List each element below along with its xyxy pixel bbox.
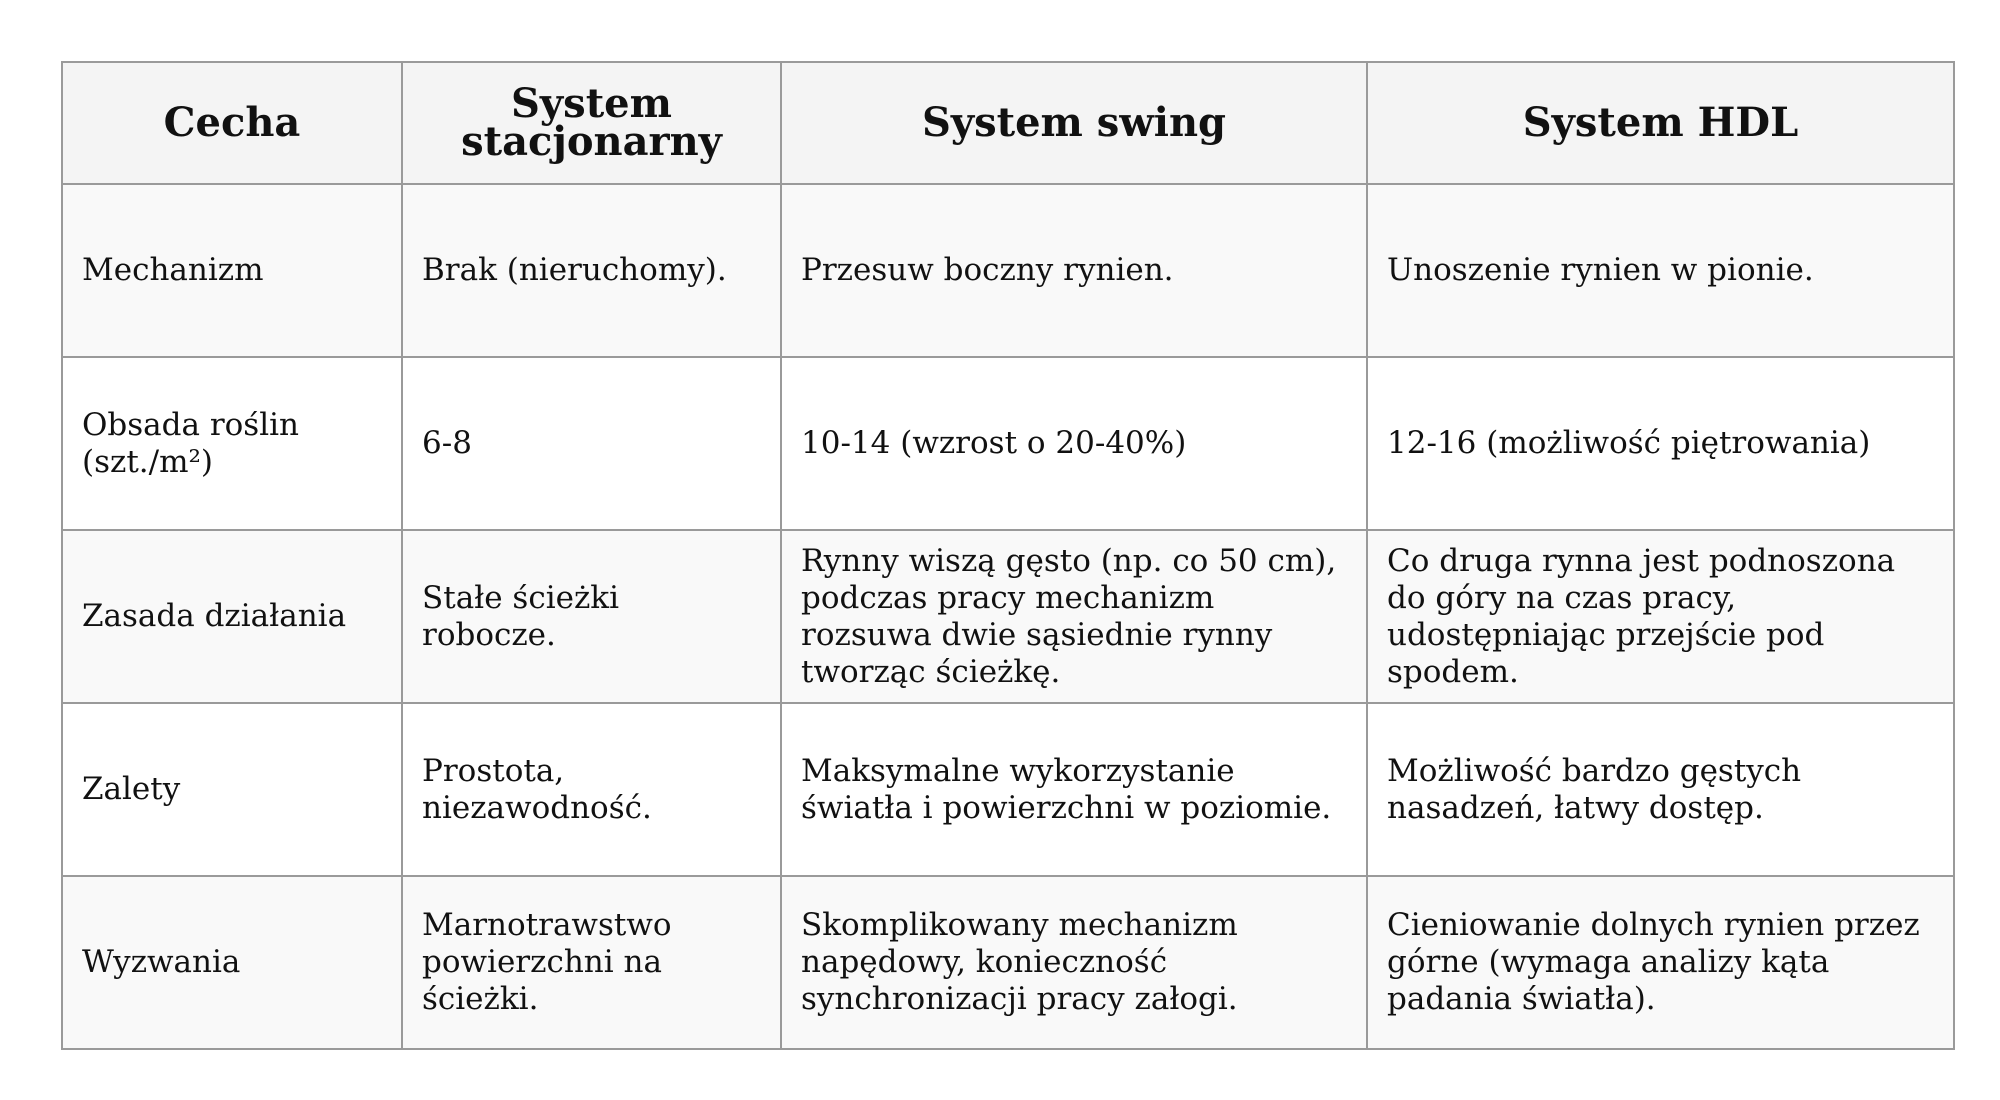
- header-feature: Cecha: [62, 62, 402, 184]
- row-label: Zalety: [62, 703, 402, 876]
- header-hdl-system: System HDL: [1367, 62, 1954, 184]
- header-stationary-system: System stacjonarny: [402, 62, 781, 184]
- table-row: [62, 530, 1954, 703]
- table-row: [62, 703, 1954, 876]
- table-row: [62, 357, 1954, 530]
- table-cell: 6-8: [402, 357, 781, 530]
- table-cell: Prostota, niezawodność.: [402, 703, 781, 876]
- table-cell: Przesuw boczny rynien.: [781, 184, 1367, 357]
- row-label: Obsada roślin (szt./m²): [62, 357, 402, 530]
- table-cell: Marnotrawstwo powierzchni na ścieżki.: [402, 876, 781, 1049]
- comparison-table: [61, 61, 1955, 1050]
- table-cell: 10-14 (wzrost o 20-40%): [781, 357, 1367, 530]
- table-cell: Stałe ścieżki robocze.: [402, 530, 781, 703]
- table-cell: Możliwość bardzo gęstych nasadzeń, łatwy dostęp.: [1367, 703, 1954, 876]
- row-label: Mechanizm: [62, 184, 402, 357]
- comparison-table-container: [61, 61, 1955, 1050]
- header-swing-system: System swing: [781, 62, 1367, 184]
- table-header-row: [62, 62, 1954, 184]
- table-cell: Rynny wiszą gęsto (np. co 50 cm), podczas pracy mechanizm rozsuwa dwie sąsiednie rynny tworząc ścieżkę.: [781, 530, 1367, 703]
- table-cell: Cieniowanie dolnych rynien przez górne (wymaga analizy kąta padania światła).: [1367, 876, 1954, 1049]
- table-cell: Co druga rynna jest podnoszona do góry na czas pracy, udostępniając przejście pod spodem.: [1367, 530, 1954, 703]
- table-cell: 12-16 (możliwość piętrowania): [1367, 357, 1954, 530]
- table-row: [62, 876, 1954, 1049]
- table-cell: Unoszenie rynien w pionie.: [1367, 184, 1954, 357]
- table-cell: Maksymalne wykorzystanie światła i powierzchni w poziomie.: [781, 703, 1367, 876]
- row-label: Wyzwania: [62, 876, 402, 1049]
- row-label: Zasada działania: [62, 530, 402, 703]
- table-cell: Skomplikowany mechanizm napędowy, konieczność synchronizacji pracy załogi.: [781, 876, 1367, 1049]
- table-cell: Brak (nieruchomy).: [402, 184, 781, 357]
- table-row: [62, 184, 1954, 357]
